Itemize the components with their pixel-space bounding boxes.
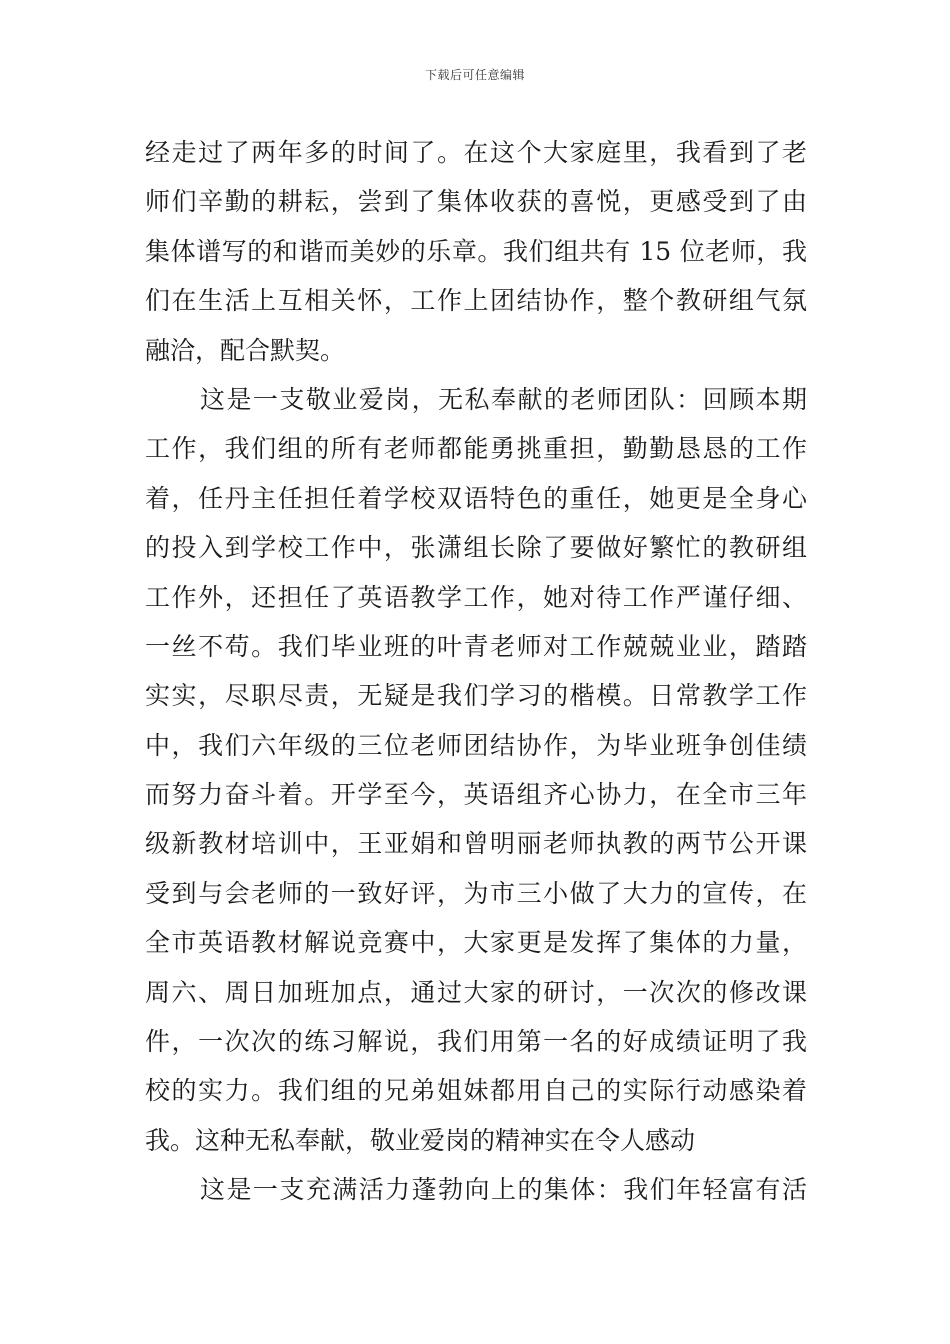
text-line: 周六、周日加班加点，通过大家的研讨，一次次的修改课 — [145, 977, 807, 1007]
text-line: 一丝不苟。我们毕业班的叶青老师对工作兢兢业业，踏踏 — [145, 631, 807, 661]
text-line: 着，任丹主任担任着学校双语特色的重任，她更是全身心 — [145, 483, 807, 513]
text-line: 师们辛勤的耕耘，尝到了集体收获的喜悦，更感受到了由 — [145, 187, 807, 217]
body-text — [145, 128, 807, 1215]
text-line: 集体谱写的和谐而美妙的乐章。我们组共有 15 位老师，我 — [145, 236, 807, 266]
text-line: 中，我们六年级的三位老师团结协作，为毕业班争创佳绩 — [145, 730, 807, 760]
text-line: 受到与会老师的一致好评，为市三小做了大力的宣传，在 — [145, 878, 807, 908]
text-line: 工作，我们组的所有老师都能勇挑重担，勤勤恳恳的工作 — [145, 434, 807, 464]
paragraph-first-line: 这是一支敬业爱岗，无私奉献的老师团队：回顾本期 — [200, 384, 807, 414]
text-line: 的投入到学校工作中，张潇组长除了要做好繁忙的教研组 — [145, 533, 807, 563]
text-line: 们在生活上互相关怀，工作上团结协作，整个教研组气氛 — [145, 286, 807, 316]
text-line: 件，一次次的练习解说，我们用第一名的好成绩证明了我 — [145, 1027, 807, 1057]
text-line: 我。这种无私奉献，敬业爱岗的精神实在令人感动 — [145, 1125, 696, 1155]
text-line: 工作外，还担任了英语教学工作，她对待工作严谨仔细、 — [145, 582, 807, 612]
text-line: 全市英语教材解说竞赛中，大家更是发挥了集体的力量， — [145, 928, 807, 958]
text-line: 级新教材培训中，王亚娟和曾明丽老师执教的两节公开课 — [145, 829, 807, 859]
page-header: 下载后可任意编辑 — [424, 68, 525, 82]
text-line: 校的实力。我们组的兄弟姐妹都用自己的实际行动感染着 — [145, 1076, 807, 1106]
paragraph-first-line: 这是一支充满活力蓬勃向上的集体：我们年轻富有活 — [200, 1175, 807, 1205]
text-line: 经走过了两年多的时间了。在这个大家庭里，我看到了老 — [145, 138, 807, 167]
text-line: 而努力奋斗着。开学至今，英语组齐心协力，在全市三年 — [145, 780, 807, 810]
text-line: 实实，尽职尽责，无疑是我们学习的楷模。日常教学工作 — [145, 681, 807, 711]
text-line: 融洽，配合默契。 — [145, 335, 346, 365]
